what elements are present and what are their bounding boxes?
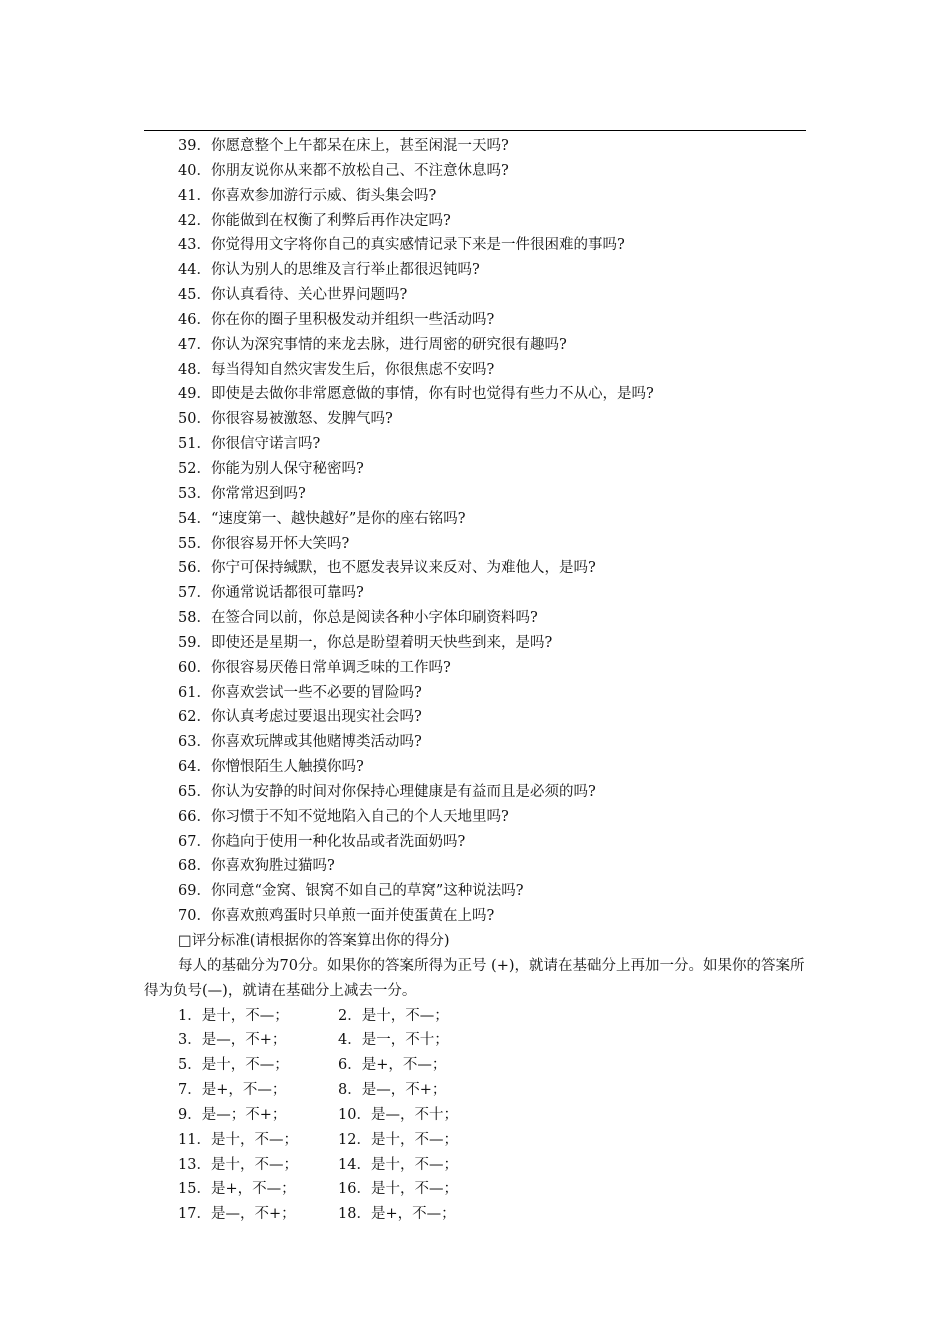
question-item: 40．你朋友说你从来都不放松自己、不注意休息吗? (178, 162, 509, 179)
score-item: 5．是十，不—； (178, 1057, 289, 1074)
question-item: 52．你能为别人保守秘密吗? (178, 460, 364, 477)
header-rule (144, 130, 806, 131)
score-item: 13．是十，不—； (178, 1156, 298, 1173)
score-item: 3．是—，不+； (178, 1032, 287, 1049)
question-item: 66．你习惯于不知不觉地陷入自己的个人天地里吗? (178, 808, 509, 825)
question-item: 58．在签合同以前，你总是阅读各种小字体印刷资料吗? (178, 610, 538, 627)
score-item: 7．是+，不—； (178, 1082, 287, 1099)
score-item: 17．是—，不+； (178, 1206, 296, 1223)
question-item: 57．你通常说话都很可靠吗? (178, 585, 364, 602)
score-item: 9．是—；不+； (178, 1106, 287, 1123)
score-row (144, 1177, 806, 1202)
question-item: 39．你愿意整个上午都呆在床上，甚至闲混一天吗? (178, 138, 509, 154)
checkbox-icon: □ (178, 933, 192, 949)
question-item: 45．你认真看待、关心世界问题吗? (178, 287, 408, 304)
question-item: 44．你认为别人的思维及言行举止都很迟钝吗? (178, 262, 480, 279)
scoring-intro: 每人的基础分为70分。如果你的答案所得为正号 (+)，就请在基础分上再加一分。如果你的答案所得为负号(—)，就请在基础分上减去一分。 (144, 957, 805, 999)
score-row (144, 1004, 806, 1029)
question-item: 60．你很容易厌倦日常单调乏味的工作吗? (178, 659, 451, 676)
question-item: 47．你认为深究事情的来龙去脉，进行周密的研究很有趣吗? (178, 336, 567, 353)
scoring-heading: □评分标准(请根据你的答案算出你的得分) (178, 933, 450, 949)
score-item: 12．是十，不—； (338, 1131, 458, 1148)
score-row (144, 1028, 806, 1053)
question-item: 43．你觉得用文字将你自己的真实感情记录下来是一件很困难的事吗? (178, 237, 625, 254)
score-item: 10．是—，不十； (338, 1106, 458, 1123)
score-item: 18．是+，不—； (338, 1206, 456, 1223)
score-item: 1．是十，不—； (178, 1007, 289, 1024)
score-row (144, 1103, 806, 1128)
question-item: 70．你喜欢煎鸡蛋时只单煎一面并使蛋黄在上吗? (178, 908, 495, 925)
question-item: 65．你认为安静的时间对你保持心理健康是有益而且是必须的吗? (178, 783, 596, 800)
question-item: 53．你常常迟到吗? (178, 485, 306, 502)
question-item: 48．每当得知自然灾害发生后，你很焦虑不安吗? (178, 361, 495, 378)
question-item: 55．你很容易开怀大笑吗? (178, 535, 350, 552)
question-item: 64．你憎恨陌生人触摸你吗? (178, 759, 364, 776)
question-item: 51．你很信守诺言吗? (178, 436, 321, 453)
score-item: 14．是十，不—； (338, 1156, 458, 1173)
score-item: 6．是+，不—； (338, 1057, 447, 1074)
score-item: 2．是十，不—； (338, 1007, 449, 1024)
score-row (144, 1153, 806, 1178)
score-item: 15．是+，不—； (178, 1181, 296, 1198)
document-body (144, 134, 806, 1227)
score-row (144, 1053, 806, 1078)
question-list (144, 134, 806, 929)
question-item: 69．你同意“金窝、银窝不如自己的草窝”这种说法吗? (178, 883, 524, 900)
score-item: 16．是十，不—； (338, 1181, 458, 1198)
question-item: 42．你能做到在权衡了利弊后再作决定吗? (178, 212, 451, 229)
score-item: 4．是一，不十； (338, 1032, 449, 1049)
question-item: 68．你喜欢狗胜过猫吗? (178, 858, 335, 875)
score-list (144, 1004, 806, 1228)
question-item: 41．你喜欢参加游行示威、街头集会吗? (178, 187, 437, 204)
question-item: 49．即使是去做你非常愿意做的事情，你有时也觉得有些力不从心，是吗? (178, 386, 654, 403)
score-item: 8．是—，不+； (338, 1082, 447, 1099)
question-item: 62．你认真考虑过要退出现实社会吗? (178, 709, 422, 726)
question-item: 50．你很容易被激怒、发脾气吗? (178, 411, 393, 428)
question-item: 59．即使还是星期一，你总是盼望着明天快些到来，是吗? (178, 634, 553, 651)
question-item: 54．“速度第一、越快越好”是你的座右铭吗? (178, 510, 466, 527)
score-row (144, 1128, 806, 1153)
question-item: 67．你趋向于使用一种化妆品或者洗面奶吗? (178, 833, 466, 850)
score-row (144, 1078, 806, 1103)
question-item: 63．你喜欢玩牌或其他赌博类活动吗? (178, 734, 422, 751)
question-item: 61．你喜欢尝试一些不必要的冒险吗? (178, 684, 422, 701)
score-row (144, 1202, 806, 1227)
question-item: 56．你宁可保持缄默，也不愿发表异议来反对、为难他人，是吗? (178, 560, 596, 577)
question-item: 46．你在你的圈子里积极发动并组织一些活动吗? (178, 311, 495, 328)
score-item: 11．是十，不—； (178, 1131, 298, 1148)
